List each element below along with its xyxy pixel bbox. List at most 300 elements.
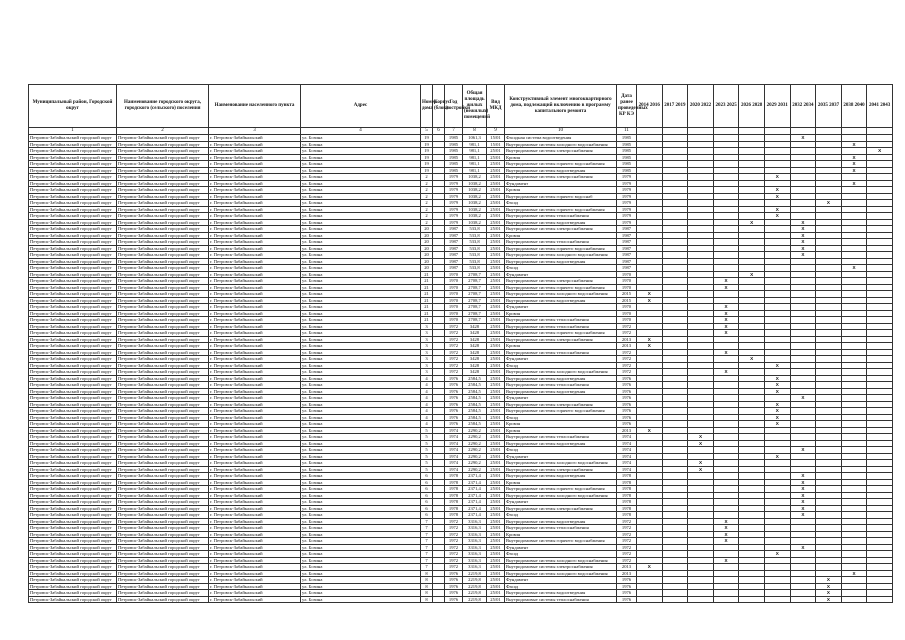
table-cell: Внутридомовые системы холодного водоснабжения xyxy=(505,291,617,298)
table-cell: Петровск-Забайкальский городской округ xyxy=(117,408,209,415)
period-mark-cell: X xyxy=(713,323,739,330)
table-cell: 25/01 xyxy=(487,349,505,356)
table-cell: Кровля xyxy=(505,531,617,538)
table-cell: Внутридомовые системы горячего водоснабжения xyxy=(505,538,617,545)
table-cell: 2290,2 xyxy=(463,427,487,434)
table-cell: 4 xyxy=(421,408,433,415)
table-cell: 2013 xyxy=(617,427,637,434)
table-cell: 533,8 xyxy=(463,239,487,246)
table-cell: Петровск-Забайкальский городской округ xyxy=(117,213,209,220)
column-header: 2032 2034 xyxy=(790,85,816,128)
table-cell: Петровск-Забайкальский городской округ xyxy=(29,564,117,571)
table-cell: 19 xyxy=(421,141,433,148)
table-cell: 1970 xyxy=(617,317,637,324)
table-cell: 1970 xyxy=(617,284,637,291)
table-cell: 25/01 xyxy=(487,291,505,298)
period-mark-cell: X xyxy=(764,453,790,460)
table-cell: Внутридомовые системы теплоснабжения xyxy=(505,317,617,324)
column-number: 10 xyxy=(505,128,617,135)
table-cell: г. Петровск-Забайкальский xyxy=(209,317,301,324)
table-cell: г. Петровск-Забайкальский xyxy=(209,135,301,142)
table-cell: Внутридомовые системы водоотведения xyxy=(505,375,617,382)
table-cell: 25/01 xyxy=(487,336,505,343)
table-cell: Петровск-Забайкальский городской округ xyxy=(117,382,209,389)
table-cell: Кровля xyxy=(505,421,617,428)
table-cell: Петровск-Забайкальский городской округ xyxy=(29,427,117,434)
table-cell: 1979 xyxy=(617,200,637,207)
table-cell: 25/01 xyxy=(487,213,505,220)
table-cell: Петровск-Забайкальский городской округ xyxy=(29,317,117,324)
period-mark-cell: X xyxy=(764,362,790,369)
table-cell: 4 xyxy=(421,388,433,395)
table-cell: Петровск-Забайкальский городской округ xyxy=(29,369,117,376)
table-cell: Внутридомовые системы горячего водоснабжения xyxy=(505,284,617,291)
table-cell: Петровск-Забайкальский городской округ xyxy=(117,278,209,285)
table-cell: Петровск-Забайкальский городской округ xyxy=(29,154,117,161)
table-cell: Петровск-Забайкальский городской округ xyxy=(117,570,209,577)
table-cell: 25/01 xyxy=(487,148,505,155)
table-cell: г. Петровск-Забайкальский xyxy=(209,226,301,233)
table-cell: 1974 xyxy=(617,434,637,441)
table-cell: Петровск-Забайкальский городской округ xyxy=(117,421,209,428)
table-cell: Внутридомовые системы горячего водоснаб xyxy=(505,193,617,200)
table-cell: Петровск-Забайкальский городской округ xyxy=(29,538,117,545)
table-cell: г. Петровск-Забайкальский xyxy=(209,525,301,532)
table-cell: 7 xyxy=(421,518,433,525)
table-cell: 25/01 xyxy=(487,258,505,265)
period-mark-cell: X xyxy=(637,564,663,571)
period-mark-cell: X xyxy=(790,239,816,246)
table-cell: ул. Бозина xyxy=(301,505,421,512)
table-cell: ул. Бозина xyxy=(301,167,421,174)
column-number xyxy=(637,128,663,135)
table-cell: 1979 xyxy=(445,206,463,213)
table-cell: ул. Бозина xyxy=(301,414,421,421)
period-mark-cell: X xyxy=(764,213,790,220)
table-cell: 3428 xyxy=(463,336,487,343)
table-cell: Петровск-Забайкальский городской округ xyxy=(29,518,117,525)
table-cell: Внутридомовые системы теплоснабжения xyxy=(505,382,617,389)
table-cell: г. Петровск-Забайкальский xyxy=(209,421,301,428)
table-cell: Внутридомовые системы холодного водоснабжения xyxy=(505,557,617,564)
table-cell: 25/01 xyxy=(487,278,505,285)
table-cell: 3428 xyxy=(463,349,487,356)
table-cell: 1972 xyxy=(445,336,463,343)
table-cell: Петровск-Забайкальский городской округ xyxy=(117,427,209,434)
table-cell: Петровск-Забайкальский городской округ xyxy=(29,596,117,603)
column-number xyxy=(688,128,714,135)
table-cell: 20 xyxy=(421,239,433,246)
table-cell: Петровск-Забайкальский городской округ xyxy=(29,434,117,441)
table-cell: 19 xyxy=(421,135,433,142)
column-header: Муниципальный район, Городской округ xyxy=(29,85,117,128)
table-cell: г. Петровск-Забайкальский xyxy=(209,304,301,311)
table-cell: Петровск-Забайкальский городской округ xyxy=(117,297,209,304)
column-header: Вид МКД xyxy=(487,85,505,128)
table-cell: Фасад xyxy=(505,200,617,207)
table-cell: Кровля xyxy=(505,187,617,194)
table-cell: Петровск-Забайкальский городской округ xyxy=(29,440,117,447)
table-cell: 6 xyxy=(421,505,433,512)
table-cell: 1979 xyxy=(617,213,637,220)
table-cell: Внутридомовые системы горячего водоснабжения xyxy=(505,206,617,213)
period-mark-cell: X xyxy=(816,590,842,597)
period-mark-cell: X xyxy=(637,336,663,343)
table-cell: ул. Бозина xyxy=(301,206,421,213)
period-mark-cell: X xyxy=(790,395,816,402)
table-cell: 20 xyxy=(421,232,433,239)
table-cell: 25/01 xyxy=(487,551,505,558)
table-cell: 1970 xyxy=(445,310,463,317)
table-cell: 25/01 xyxy=(487,440,505,447)
table-cell: г. Петровск-Забайкальский xyxy=(209,414,301,421)
table-cell: Фундамент xyxy=(505,544,617,551)
table-cell: 2371,4 xyxy=(463,499,487,506)
table-cell: 1972 xyxy=(617,349,637,356)
table-cell: 25/01 xyxy=(487,525,505,532)
column-number: 6 xyxy=(433,128,445,135)
table-cell: Петровск-Забайкальский городской округ xyxy=(29,219,117,226)
table-cell: г. Петровск-Забайкальский xyxy=(209,440,301,447)
table-cell: 25/01 xyxy=(487,252,505,259)
table-cell: 1038,2 xyxy=(463,187,487,194)
table-cell: Петровск-Забайкальский городской округ xyxy=(117,232,209,239)
table-cell: 1976 xyxy=(445,570,463,577)
table-cell: Внутридомовые системы холодного водоснабжения xyxy=(505,369,617,376)
table-cell: Петровск-Забайкальский городской округ xyxy=(117,180,209,187)
table-cell: 1976 xyxy=(445,408,463,415)
table-cell: 981,1 xyxy=(463,154,487,161)
table-cell: 1972 xyxy=(445,538,463,545)
table-cell: г. Петровск-Забайкальский xyxy=(209,447,301,454)
table-cell: ул. Бозина xyxy=(301,284,421,291)
table-cell: г. Петровск-Забайкальский xyxy=(209,505,301,512)
table-cell: 25/01 xyxy=(487,200,505,207)
table-cell: 1972 xyxy=(445,557,463,564)
table-cell: ул. Бозина xyxy=(301,395,421,402)
column-header: Год постройки xyxy=(445,85,463,128)
table-cell: ул. Бозина xyxy=(301,440,421,447)
table-cell: 1974 xyxy=(617,440,637,447)
table-cell: 1038,2 xyxy=(463,193,487,200)
table-cell: Петровск-Забайкальский городской округ xyxy=(117,252,209,259)
table-cell: 25/01 xyxy=(487,505,505,512)
table-cell: 3428 xyxy=(463,369,487,376)
table-cell: 1972 xyxy=(445,343,463,350)
table-cell: 2584,5 xyxy=(463,395,487,402)
table-cell: ул. Бозина xyxy=(301,245,421,252)
table-cell: Петровск-Забайкальский городской округ xyxy=(29,590,117,597)
table-cell: 2371,4 xyxy=(463,492,487,499)
table-cell: 25/01 xyxy=(487,557,505,564)
table-cell: Петровск-Забайкальский городской округ xyxy=(117,336,209,343)
table-cell: Внутридомовые системы теплоснабжения xyxy=(505,596,617,603)
table-cell: 21 xyxy=(421,291,433,298)
table-cell: 1038,2 xyxy=(463,200,487,207)
table-cell: Петровск-Забайкальский городской округ xyxy=(117,440,209,447)
table-cell: ул. Бозина xyxy=(301,551,421,558)
period-mark-cell: X xyxy=(764,551,790,558)
table-cell: 1972 xyxy=(617,531,637,538)
table-cell: г. Петровск-Забайкальский xyxy=(209,551,301,558)
table-cell: 3316,3 xyxy=(463,557,487,564)
table-cell: 1979 xyxy=(617,219,637,226)
table-cell: г. Петровск-Забайкальский xyxy=(209,544,301,551)
table-cell: Петровск-Забайкальский городской округ xyxy=(117,369,209,376)
table-cell: 25/01 xyxy=(487,427,505,434)
table-cell: г. Петровск-Забайкальский xyxy=(209,141,301,148)
table-cell: Петровск-Забайкальский городской округ xyxy=(117,531,209,538)
table-cell: 4 xyxy=(421,375,433,382)
table-cell: 19 xyxy=(421,167,433,174)
table-cell: ул. Бозина xyxy=(301,154,421,161)
table-cell: 3316,3 xyxy=(463,518,487,525)
table-cell: 1038,2 xyxy=(463,180,487,187)
table-cell: Внутридомовые системы водоотведения xyxy=(505,590,617,597)
column-header: Дата ранее проведенных КР КЭ xyxy=(617,85,637,128)
table-cell: Петровск-Забайкальский городской округ xyxy=(117,395,209,402)
period-mark-cell: X xyxy=(816,583,842,590)
table-cell: Петровск-Забайкальский городской округ xyxy=(29,499,117,506)
table-cell: 1972 xyxy=(445,369,463,376)
table-cell: 20 xyxy=(421,265,433,272)
table-cell: 3 xyxy=(421,356,433,363)
table-cell: Петровск-Забайкальский городской округ xyxy=(117,466,209,473)
table-cell: 5 xyxy=(421,434,433,441)
table-cell: 1974 xyxy=(445,447,463,454)
period-mark-cell xyxy=(841,596,867,603)
table-cell: Внутридомовые системы электроснабжения xyxy=(505,278,617,285)
table-cell: Фундамент xyxy=(505,356,617,363)
table-cell: 15/01 xyxy=(487,141,505,148)
period-mark-cell: X xyxy=(637,427,663,434)
table-cell: 1976 xyxy=(445,590,463,597)
table-cell: г. Петровск-Забайкальский xyxy=(209,343,301,350)
table-cell: г. Петровск-Забайкальский xyxy=(209,466,301,473)
period-mark-cell: X xyxy=(713,304,739,311)
period-mark-cell: X xyxy=(739,219,765,226)
table-cell: 25/01 xyxy=(487,375,505,382)
table-cell: 25/01 xyxy=(487,395,505,402)
table-cell: 8 xyxy=(421,590,433,597)
table-cell: г. Петровск-Забайкальский xyxy=(209,453,301,460)
table-cell: 1985 xyxy=(445,148,463,155)
table-cell: г. Петровск-Забайкальский xyxy=(209,323,301,330)
table-cell: Петровск-Забайкальский городской округ xyxy=(117,135,209,142)
table-cell: 6 xyxy=(421,492,433,499)
table-cell: 1972 xyxy=(617,369,637,376)
table-cell: 1985 xyxy=(445,161,463,168)
table-cell: 25/01 xyxy=(487,460,505,467)
table-cell: 21 xyxy=(421,317,433,324)
table-cell: ул. Бозина xyxy=(301,265,421,272)
table-cell: 3 xyxy=(421,323,433,330)
table-cell: Петровск-Забайкальский городской округ xyxy=(29,466,117,473)
table-cell: 2219,8 xyxy=(463,583,487,590)
table-cell: Петровск-Забайкальский городской округ xyxy=(117,518,209,525)
table-cell: г. Петровск-Забайкальский xyxy=(209,408,301,415)
table-cell: 2 xyxy=(421,180,433,187)
table-cell: ул. Бозина xyxy=(301,570,421,577)
table-cell: Петровск-Забайкальский городской округ xyxy=(29,460,117,467)
table-cell: г. Петровск-Забайкальский xyxy=(209,583,301,590)
period-mark-cell: X xyxy=(790,505,816,512)
table-cell xyxy=(433,596,445,603)
table-cell: Петровск-Забайкальский городской округ xyxy=(117,167,209,174)
table-cell: 20 xyxy=(421,245,433,252)
table-cell: г. Петровск-Забайкальский xyxy=(209,232,301,239)
table-cell: 2015 xyxy=(617,291,637,298)
table-cell: 2708,7 xyxy=(463,317,487,324)
column-number xyxy=(662,128,688,135)
table-cell: Петровск-Забайкальский городской округ xyxy=(29,135,117,142)
table-cell: ул. Бозина xyxy=(301,596,421,603)
table-cell: Петровск-Забайкальский городской округ xyxy=(29,525,117,532)
table-cell: ул. Бозина xyxy=(301,460,421,467)
table-cell: Внутридомовые системы теплоснабжения xyxy=(505,239,617,246)
table-cell: Петровск-Забайкальский городской округ xyxy=(29,330,117,337)
period-mark-cell: X xyxy=(739,356,765,363)
table-cell: 25/01 xyxy=(487,161,505,168)
table-cell: 1978 xyxy=(617,486,637,493)
table-cell: 3316,3 xyxy=(463,564,487,571)
period-mark-cell: X xyxy=(790,512,816,519)
table-cell: Кровля xyxy=(505,154,617,161)
table-cell: ул. Бозина xyxy=(301,193,421,200)
table-cell: ул. Бозина xyxy=(301,479,421,486)
table-cell: 1976 xyxy=(445,596,463,603)
table-cell: 1978 xyxy=(445,479,463,486)
table-cell: 2371,4 xyxy=(463,512,487,519)
table-cell: 1972 xyxy=(445,525,463,532)
table-cell: Внутридомовые системы теплоснабжения xyxy=(505,349,617,356)
table-cell: 21 xyxy=(421,297,433,304)
table-cell: 1976 xyxy=(617,401,637,408)
table-cell: 4 xyxy=(421,401,433,408)
table-cell: Внутридомовые системы теплоснабжения xyxy=(505,525,617,532)
table-cell: 3428 xyxy=(463,330,487,337)
table-cell: г. Петровск-Забайкальский xyxy=(209,252,301,259)
table-cell: 25/01 xyxy=(487,531,505,538)
table-cell: 1976 xyxy=(445,577,463,584)
table-cell: г. Петровск-Забайкальский xyxy=(209,213,301,220)
table-cell: г. Петровск-Забайкальский xyxy=(209,395,301,402)
table-cell: 1972 xyxy=(445,349,463,356)
table-cell: 3428 xyxy=(463,343,487,350)
table-cell: г. Петровск-Забайкальский xyxy=(209,590,301,597)
table-cell: Петровск-Забайкальский городской округ xyxy=(117,187,209,194)
table-cell: 25/01 xyxy=(487,232,505,239)
table-cell: 25/01 xyxy=(487,421,505,428)
period-mark-cell: X xyxy=(841,154,867,161)
table-cell: Внутридомовые системы горячего водоснабжения xyxy=(505,408,617,415)
table-cell: 2584,5 xyxy=(463,388,487,395)
table-cell: Петровск-Забайкальский городской округ xyxy=(29,193,117,200)
table-cell: 20 xyxy=(421,258,433,265)
table-cell: г. Петровск-Забайкальский xyxy=(209,434,301,441)
table-cell: 2219,8 xyxy=(463,590,487,597)
column-number-row xyxy=(29,128,893,135)
table-cell: Петровск-Забайкальский городской округ xyxy=(117,557,209,564)
table-cell: 1970 xyxy=(445,317,463,324)
table-cell: Петровск-Забайкальский городской округ xyxy=(117,206,209,213)
table-cell: Фундамент xyxy=(505,577,617,584)
table-cell: 1972 xyxy=(617,525,637,532)
table-cell: 25/01 xyxy=(487,317,505,324)
table-cell: Петровск-Забайкальский городской округ xyxy=(29,232,117,239)
table-cell: 1985 xyxy=(445,154,463,161)
table-cell: 7 xyxy=(421,538,433,545)
table-cell: ул. Бозина xyxy=(301,564,421,571)
table-cell: 4 xyxy=(421,421,433,428)
table-cell: Фасад xyxy=(505,512,617,519)
table-cell: 1979 xyxy=(617,180,637,187)
table-cell: 7 xyxy=(421,564,433,571)
table-cell: 5 xyxy=(421,447,433,454)
table-cell: 1972 xyxy=(445,323,463,330)
table-cell: Фундамент xyxy=(505,271,617,278)
table-cell: г. Петровск-Забайкальский xyxy=(209,388,301,395)
table-cell: 1972 xyxy=(445,544,463,551)
table-cell: Петровск-Забайкальский городской округ xyxy=(117,564,209,571)
table-cell: 25/01 xyxy=(487,596,505,603)
table-cell: Петровск-Забайкальский городской округ xyxy=(29,304,117,311)
column-header: Общая площадь жилых (нежилых) помещений xyxy=(463,85,487,128)
table-cell: 3 xyxy=(421,349,433,356)
table-cell: 1970 xyxy=(445,297,463,304)
table-cell: 25/01 xyxy=(487,512,505,519)
table-cell: ул. Бозина xyxy=(301,388,421,395)
table-cell: ул. Бозина xyxy=(301,369,421,376)
column-header: Конструктивный элемент многоквартирного дома, подлежащий включению в программу капитального ремонта xyxy=(505,85,617,128)
table-cell: Петровск-Забайкальский городской округ xyxy=(29,187,117,194)
table-cell: ул. Бозина xyxy=(301,447,421,454)
table-cell: 1987 xyxy=(445,239,463,246)
table-cell: 1976 xyxy=(617,408,637,415)
table-cell: Внутридомовые системы водоотведения xyxy=(505,219,617,226)
table-cell: г. Петровск-Забайкальский xyxy=(209,460,301,467)
column-number xyxy=(764,128,790,135)
table-cell: Петровск-Забайкальский городской округ xyxy=(29,161,117,168)
table-cell: г. Петровск-Забайкальский xyxy=(209,193,301,200)
table-cell: ул. Бозина xyxy=(301,232,421,239)
table-cell: 3316,3 xyxy=(463,544,487,551)
table-cell: 1976 xyxy=(445,388,463,395)
table-cell: Внутридомовые системы водоотведения xyxy=(505,440,617,447)
table-cell: Петровск-Забайкальский городской округ xyxy=(117,492,209,499)
table-cell: г. Петровск-Забайкальский xyxy=(209,174,301,181)
period-mark-cell: X xyxy=(713,557,739,564)
table-cell: Петровск-Забайкальский городской округ xyxy=(29,421,117,428)
column-number: 8 xyxy=(463,128,487,135)
table-cell: 3 xyxy=(421,336,433,343)
period-mark-cell: X xyxy=(841,265,867,272)
period-mark-cell: X xyxy=(764,187,790,194)
period-mark-cell: X xyxy=(713,531,739,538)
table-cell: Петровск-Забайкальский городской округ xyxy=(117,343,209,350)
table-cell: ул. Бозина xyxy=(301,434,421,441)
table-cell: 25/01 xyxy=(487,330,505,337)
period-mark-cell xyxy=(764,596,790,603)
table-cell: ул. Бозина xyxy=(301,200,421,207)
table-cell: 3 xyxy=(421,369,433,376)
table-cell: ул. Бозина xyxy=(301,239,421,246)
table-cell: 2708,7 xyxy=(463,278,487,285)
table-cell: Петровск-Забайкальский городской округ xyxy=(29,310,117,317)
table-cell: Петровск-Забайкальский городской округ xyxy=(29,356,117,363)
table-cell: 1974 xyxy=(445,440,463,447)
table-cell: 1976 xyxy=(445,395,463,402)
